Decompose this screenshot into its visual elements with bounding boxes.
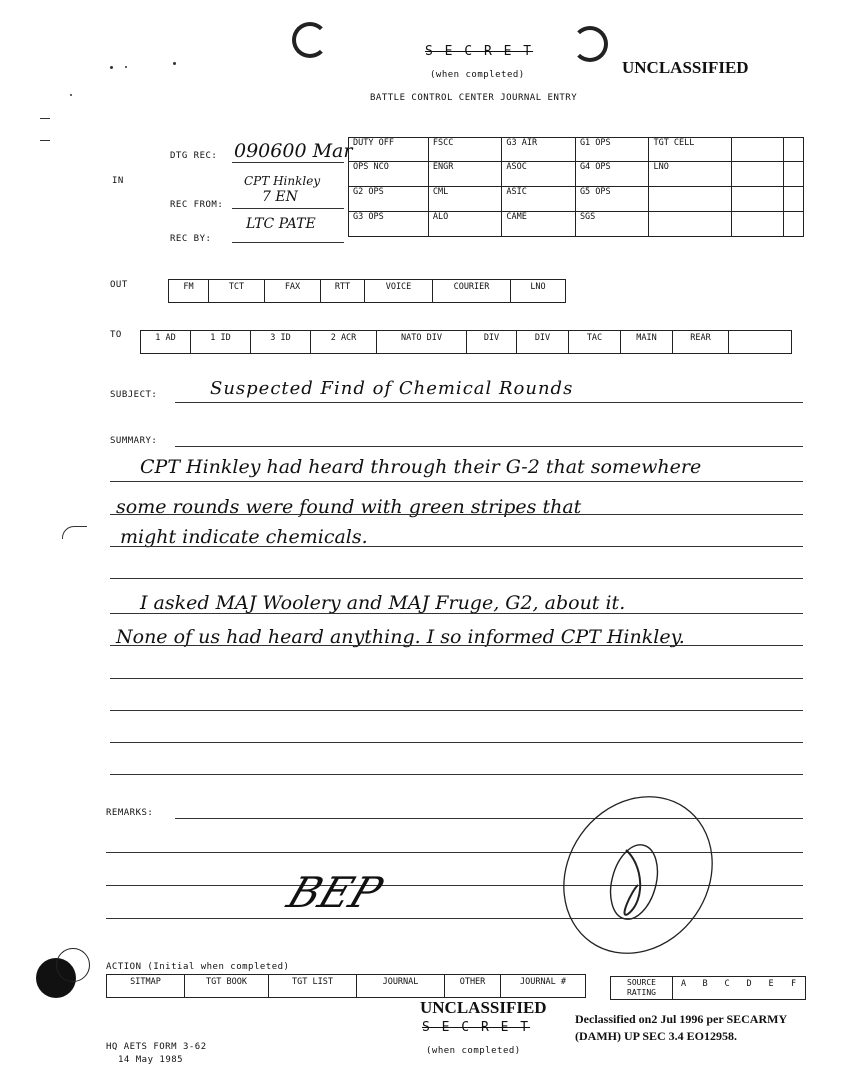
circled-mark xyxy=(548,790,728,960)
routing-cell[interactable] xyxy=(731,187,783,212)
subject-value: Suspected Find of Chemical Rounds xyxy=(210,378,574,399)
summary-line-0 xyxy=(175,446,803,447)
summary-line-3 xyxy=(110,546,803,547)
initials-signature: BEP xyxy=(281,868,389,917)
rating-e[interactable]: E xyxy=(760,976,782,1000)
out-rtt[interactable]: RTT xyxy=(320,279,364,303)
to-div-2[interactable]: DIV xyxy=(516,330,568,354)
action-label: ACTION (Initial when completed) xyxy=(106,962,290,972)
summary-text-line: CPT Hinkley had heard through their G-2 that somewhere xyxy=(140,456,702,478)
when-completed-top: (when completed) xyxy=(430,70,525,80)
summary-line-2 xyxy=(110,514,803,515)
routing-cell[interactable]: OPS NCO xyxy=(349,162,429,187)
summary-line-8 xyxy=(110,710,803,711)
dtg-label: DTG REC: xyxy=(170,151,218,161)
form-title: BATTLE CONTROL CENTER JOURNAL ENTRY xyxy=(370,93,578,103)
summary-line-10 xyxy=(110,774,803,775)
routing-cell[interactable]: CAME xyxy=(502,212,576,237)
routing-cell[interactable]: CML xyxy=(428,187,502,212)
remarks-label: REMARKS: xyxy=(106,808,154,818)
form-date: 14 May 1985 xyxy=(118,1055,184,1065)
out-voice[interactable]: VOICE xyxy=(364,279,432,303)
to-main[interactable]: MAIN xyxy=(620,330,672,354)
action-tgt-book[interactable]: TGT BOOK xyxy=(184,974,268,998)
out-tct[interactable]: TCT xyxy=(208,279,264,303)
routing-cell[interactable]: LNO xyxy=(649,162,731,187)
to-rear[interactable]: REAR xyxy=(672,330,728,354)
speck xyxy=(110,66,113,69)
routing-cell[interactable]: G4 OPS xyxy=(575,162,649,187)
summary-text-line: might indicate chemicals. xyxy=(120,526,368,548)
routing-cell[interactable] xyxy=(649,212,731,237)
action-other[interactable]: OTHER xyxy=(444,974,500,998)
punch-hole-bottom-left-ring xyxy=(56,948,90,982)
routing-cell[interactable]: TGT CELL xyxy=(649,138,731,162)
routing-cell[interactable]: DUTY OFF xyxy=(349,138,429,162)
routing-cell[interactable]: G2 OPS xyxy=(349,187,429,212)
out-fm[interactable]: FM xyxy=(168,279,208,303)
speck xyxy=(173,62,176,65)
declassified-line-2: (DAMH) UP SEC 3.4 EO12958. xyxy=(575,1029,737,1043)
rating-c[interactable]: C xyxy=(716,976,738,1000)
rating-f[interactable]: F xyxy=(782,976,806,1000)
action-tgt-list[interactable]: TGT LIST xyxy=(268,974,356,998)
out-lno[interactable]: LNO xyxy=(510,279,566,303)
out-courier[interactable]: COURIER xyxy=(432,279,510,303)
routing-cell[interactable]: ENGR xyxy=(428,162,502,187)
action-journal-number[interactable]: JOURNAL # xyxy=(500,974,586,998)
to-label: TO xyxy=(110,330,122,340)
summary-line-7 xyxy=(110,678,803,679)
out-options xyxy=(168,279,566,303)
form-id: HQ AETS FORM 3-62 xyxy=(106,1042,207,1052)
action-journal[interactable]: JOURNAL xyxy=(356,974,444,998)
to-div-1[interactable]: DIV xyxy=(466,330,516,354)
routing-cell[interactable]: G5 OPS xyxy=(575,187,649,212)
routing-cell[interactable] xyxy=(731,162,783,187)
to-tac[interactable]: TAC xyxy=(568,330,620,354)
routing-cell[interactable] xyxy=(649,187,731,212)
rec-from-underline xyxy=(232,208,344,209)
rec-by-underline xyxy=(232,242,344,243)
routing-cell[interactable] xyxy=(731,138,783,162)
subject-label: SUBJECT: xyxy=(110,390,158,400)
routing-cell[interactable] xyxy=(783,212,803,237)
circled-mark-stroke xyxy=(625,850,641,915)
to-3id[interactable]: 3 ID xyxy=(250,330,310,354)
punch-hole-top-right xyxy=(572,26,608,62)
rec-from-value-2: 7 EN xyxy=(262,189,298,205)
out-fax[interactable]: FAX xyxy=(264,279,320,303)
routing-cell[interactable] xyxy=(731,212,783,237)
summary-text-line: some rounds were found with green stripes that xyxy=(116,496,582,518)
rec-by-label: REC BY: xyxy=(170,234,212,244)
action-sitmap[interactable]: SITMAP xyxy=(106,974,184,998)
summary-line-9 xyxy=(110,742,803,743)
routing-grid xyxy=(348,137,804,237)
source-rating xyxy=(610,976,806,1000)
declassified-line-1: Declassified on2 Jul 1996 per SECARMY xyxy=(575,1012,788,1026)
unclassified-marking-top: UNCLASSIFIED xyxy=(622,58,749,77)
routing-cell[interactable]: ASIC xyxy=(502,187,576,212)
routing-cell[interactable]: ASOC xyxy=(502,162,576,187)
rec-from-value-1: CPT Hinkley xyxy=(244,174,321,188)
action-options xyxy=(106,974,586,998)
routing-cell[interactable] xyxy=(783,138,803,162)
rating-d[interactable]: D xyxy=(738,976,760,1000)
rec-from-label: REC FROM: xyxy=(170,200,224,210)
to-options xyxy=(140,330,792,354)
routing-cell[interactable]: G3 OPS xyxy=(349,212,429,237)
routing-cell[interactable]: G1 OPS xyxy=(575,138,649,162)
routing-cell[interactable]: FSCC xyxy=(428,138,502,162)
dtg-value: 090600 Mar xyxy=(234,140,353,162)
circled-mark-ellipse xyxy=(548,790,728,960)
margin-mark xyxy=(40,140,50,141)
unclassified-marking-bottom: UNCLASSIFIED xyxy=(420,998,547,1017)
circled-mark-inner-ellipse xyxy=(603,840,665,925)
routing-cell[interactable]: ALO xyxy=(428,212,502,237)
secret-marking-top: S E C R E T xyxy=(425,44,534,59)
to-2acr[interactable]: 2 ACR xyxy=(310,330,376,354)
routing-cell[interactable] xyxy=(783,162,803,187)
summary-line-4 xyxy=(110,578,803,579)
margin-mark xyxy=(40,118,50,119)
when-completed-bottom: (when completed) xyxy=(426,1046,521,1056)
to-1ad[interactable]: 1 AD xyxy=(140,330,190,354)
summary-line-5 xyxy=(110,613,803,614)
rec-by-value: LTC PATE xyxy=(246,216,316,232)
speck xyxy=(125,66,127,68)
summary-text-line: None of us had heard anything. I so informed CPT Hinkley. xyxy=(116,626,685,648)
rating-b[interactable]: B xyxy=(694,976,716,1000)
speck xyxy=(70,94,72,96)
to-nato-div[interactable]: NATO DIV xyxy=(376,330,466,354)
rating-a[interactable]: A xyxy=(672,976,694,1000)
to-1id[interactable]: 1 ID xyxy=(190,330,250,354)
routing-cell[interactable]: SGS xyxy=(575,212,649,237)
summary-label: SUMMARY: xyxy=(110,436,158,446)
margin-bracket xyxy=(62,526,87,539)
in-label: IN xyxy=(112,176,124,186)
dtg-underline xyxy=(232,162,344,163)
subject-line xyxy=(175,402,803,403)
out-label: OUT xyxy=(110,280,128,290)
summary-text-line: I asked MAJ Woolery and MAJ Fruge, G2, about it. xyxy=(140,592,626,614)
routing-cell[interactable]: G3 AIR xyxy=(502,138,576,162)
punch-hole-top-left xyxy=(292,22,328,58)
routing-cell[interactable] xyxy=(783,187,803,212)
secret-marking-bottom: S E C R E T xyxy=(422,1020,531,1035)
summary-line-1 xyxy=(110,481,803,482)
summary-line-6 xyxy=(110,645,803,646)
source-rating-label: SOURCE RATING xyxy=(610,976,672,1000)
to-blank[interactable] xyxy=(728,330,792,354)
